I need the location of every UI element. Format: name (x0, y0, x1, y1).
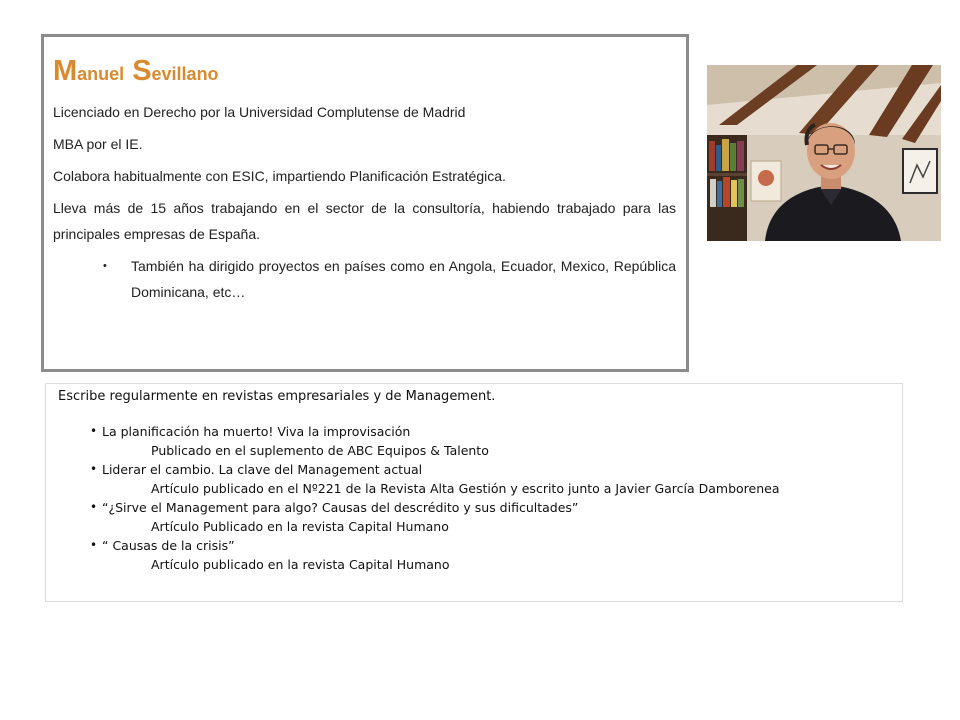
publication-item (90, 498, 902, 536)
bio-bullet-list (53, 253, 676, 305)
publication-title: La planificación ha muerto! Viva la improvisación (102, 424, 411, 439)
person-name (53, 53, 676, 86)
publication-title: “¿Sirve el Management para algo? Causas del descrédito y sus dificultades” (102, 500, 579, 515)
name-last-initial: S (132, 55, 152, 87)
bio-mba: MBA por el IE. (53, 136, 143, 152)
bullet-icon: • (103, 260, 107, 272)
publication-detail: Artículo publicado en la revista Capital Humano (151, 557, 450, 572)
publication-item (90, 460, 902, 498)
publications-intro: Escribe regularmente en revistas empresariales y de Management. (58, 389, 496, 404)
bio-degree: Licenciado en Derecho por la Universidad Complutense de Madrid (53, 104, 466, 120)
publication-detail: Publicado en el suplemento de ABC Equipos & Talento (151, 443, 489, 458)
bio-bullet-item (103, 253, 676, 305)
name-first-rest: anuel (77, 64, 125, 84)
publication-title: “ Causas de la crisis” (102, 538, 235, 553)
publications-box (45, 383, 903, 602)
bio-esic: Colabora habitualmente con ESIC, impartiendo Planificación Estratégica. (53, 168, 506, 184)
name-last-rest: evillano (151, 64, 219, 84)
bio-card (41, 34, 689, 372)
bio-experience: Lleva más de 15 años trabajando en el sector de la consultoría, habiendo trabajado para las principales empresas de España. (53, 200, 676, 242)
portrait-photo (707, 65, 941, 241)
publication-title: Liderar el cambio. La clave del Management actual (102, 462, 423, 477)
publication-item (90, 536, 902, 574)
publications-list (58, 422, 902, 574)
bullet-icon: • (90, 424, 98, 438)
bullet-icon: • (90, 500, 98, 514)
bullet-icon: • (90, 538, 98, 552)
bio-bullet-text: También ha dirigido proyectos en países como en Angola, Ecuador, Mexico, República Dominicana, etc… (131, 258, 676, 300)
publication-item (90, 422, 902, 460)
name-first-initial: M (53, 55, 78, 87)
bullet-icon: • (90, 462, 98, 476)
publication-detail: Artículo publicado en el Nº221 de la Revista Alta Gestión y escrito junto a Javier García Damborenea (151, 481, 780, 496)
publication-detail: Artículo Publicado en la revista Capital Humano (151, 519, 449, 534)
